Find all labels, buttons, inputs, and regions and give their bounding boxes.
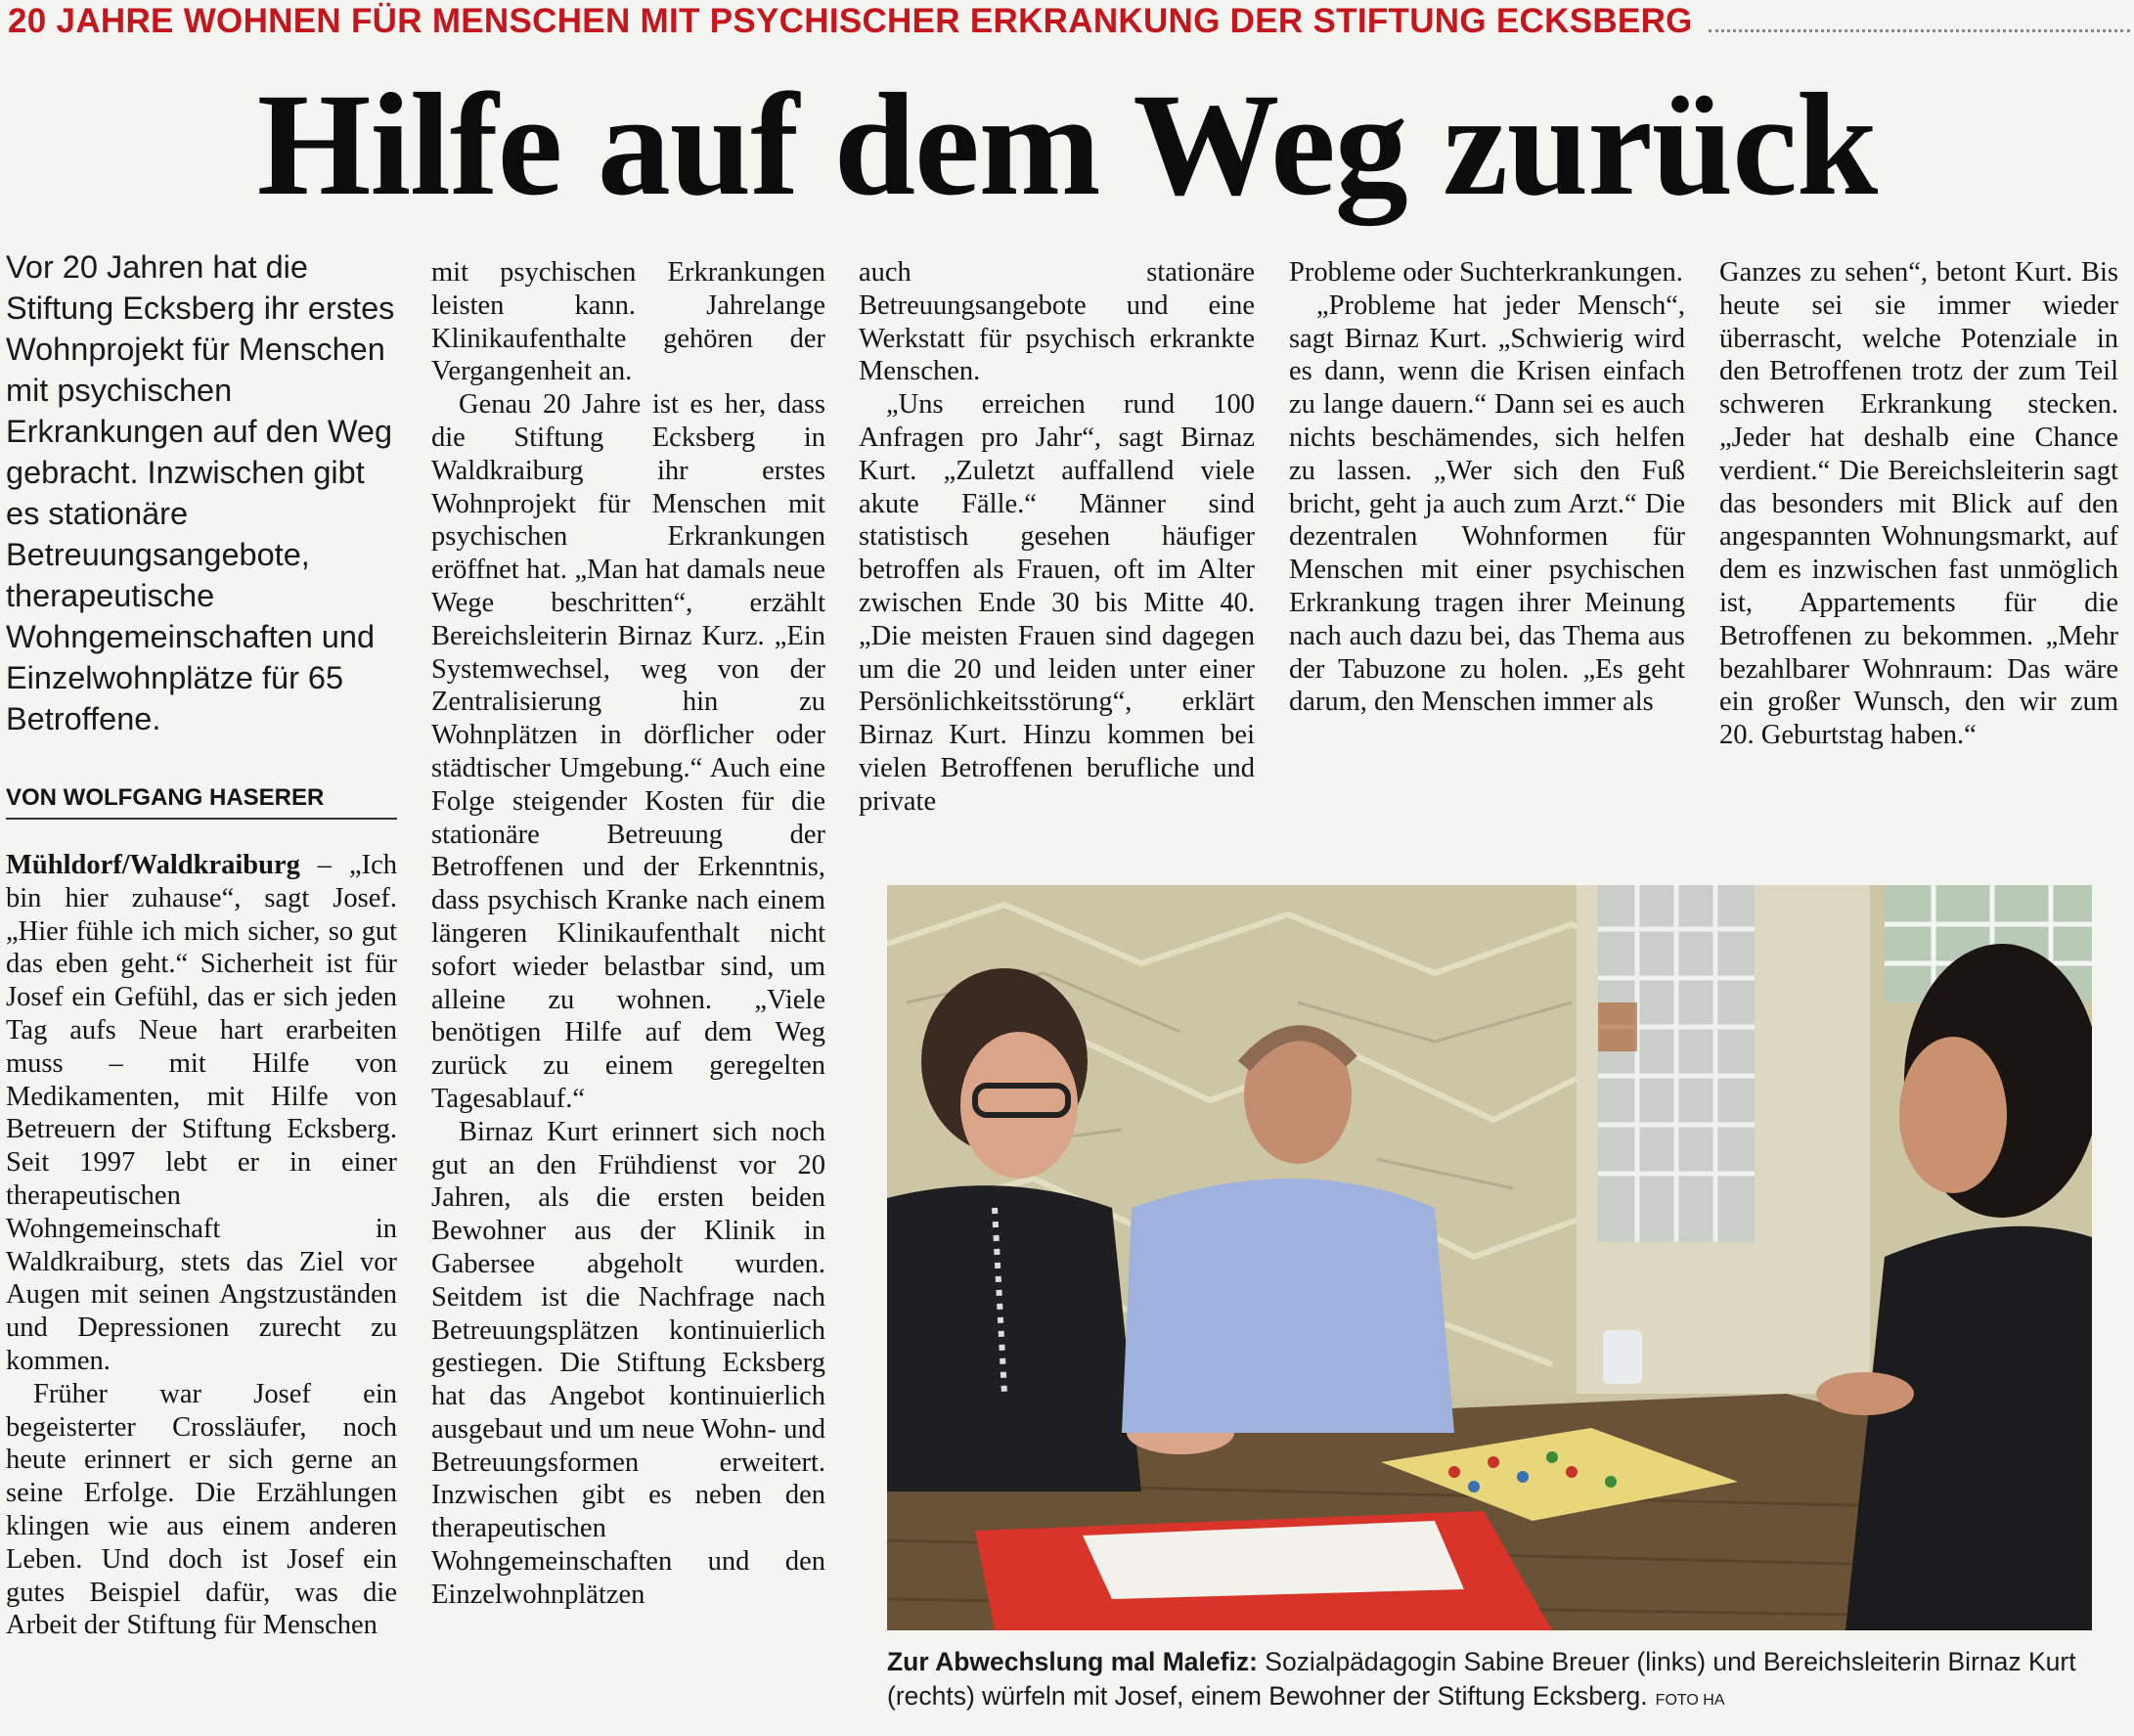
paragraph: mit psychischen Erkrankungen leisten kann. Jahrelange Klinikaufenthalte gehören der Vergangenheit an. xyxy=(431,257,825,387)
dateline: Mühldorf/Waldkraiburg xyxy=(6,850,300,880)
kicker-line xyxy=(8,0,2130,43)
paragraph: Probleme oder Suchterkrankungen. xyxy=(1289,257,1683,288)
column-3 xyxy=(859,256,1255,819)
kicker: 20 JAHRE WOHNEN FÜR MENSCHEN MIT PSYCHISCHER ERKRANKUNG DER STIFTUNG ECKSBERG xyxy=(8,2,1693,40)
teaser: Vor 20 Jahren hat die Stiftung Ecksberg ihr erstes Wohnprojekt für Menschen mit psychischen Erkrankungen auf den Weg gebracht. Inzwischen gibt es stationäre Betreuungsangebote, therapeutische Wohngemeinschaften und Einzelwohnplätze für 65 Betroffene. xyxy=(6,249,395,736)
paragraph: auch stationäre Betreuungsangebote und eine Werkstatt für psychisch erkrankte Menschen. xyxy=(859,257,1255,387)
kicker-dotted-rule xyxy=(1709,12,2130,32)
caption-heading: Zur Abwechslung mal Malefiz: xyxy=(887,1647,1258,1676)
photo-caption xyxy=(887,1645,2092,1717)
photo-illustration xyxy=(887,885,2092,1630)
headline: Hilfe auf dem Weg zurück xyxy=(256,64,1878,226)
paragraph-text: – „Ich bin hier zuhause“, sagt Josef. „Hier fühle ich mich sicher, so gut das eben geht.“ Sicherheit ist für Josef ein Gefühl, das er sich jeden Tag aufs Neue hart erarbeiten muss – mit Hilfe von Medikamenten, mit Hilfe von Betreuern der Stiftung Ecksberg. Seit 1997 lebt er in einer therapeutischen Wohngemeinschaft in Waldkraiburg, stets das Ziel vor Augen mit seinen Angstzuständen und Depressionen zurecht zu kommen. xyxy=(6,850,397,1376)
paragraph: Genau 20 Jahre ist es her, dass die Stiftung Ecksberg in Waldkraiburg ihr erstes Wohnprojekt für Menschen mit psychischen Erkrankungen eröffnet hat. „Man hat damals neue Wege beschritten“, erzählt Bereichsleiterin Birnaz Kurz. „Ein Systemwechsel, weg von der Zentralisierung hin zu Wohnplätzen in dörflicher oder städtischer Umgebung.“ Auch eine Folge steigender Kosten für die stationäre Betreuung der Betroffenen und der Erkenntnis, dass psychisch Kranke nach einem längeren Klinikaufenthalt nicht sofort wieder belastbar sind, um alleine zu wohnen. „Viele benötigen Hilfe auf dem Weg zurück zu einem geregelten Tagesablauf.“ xyxy=(431,389,825,1114)
paragraph: Birnaz Kurt erinnert sich noch gut an den Frühdienst vor 20 Jahren, als die ersten beiden Bewohner aus der Klinik in Gabersee abgeholt wurden. Seitdem ist die Nachfrage nach Betreuungsplätzen kontinuierlich gestiegen. Die Stiftung Ecksberg hat das Angebot kontinuierlich ausgebaut und um neue Wohn- und Betreuungsformen erweitert. Inzwischen gibt es neben den therapeutischen Wohngemeinschaften und den Einzelwohnplätzen xyxy=(431,1116,825,1610)
paragraph xyxy=(6,849,397,1378)
paragraph: Ganzes zu sehen“, betont Kurt. Bis heute sei sie immer wieder überrascht, welche Potenziale in den Betroffenen trotz der zum Teil schweren Erkrankung stecken. „Jeder hat deshalb eine Chance verdient.“ Die Bereichsleiterin sagt das besonders mit Blick auf den angespannten Wohnungsmarkt, auf dem es inzwischen fast unmöglich ist, Appartements für die Betroffenen zu bekommen. „Mehr bezahlbarer Wohnraum: Das wäre ein großer Wunsch, den wir zum 20. Geburtstag haben.“ xyxy=(1719,257,2118,751)
paragraph: „Uns erreichen rund 100 Anfragen pro Jahr“, sagt Birnaz Kurt. „Zuletzt auffallend viele akute Fälle.“ Männer sind statistisch gesehen häufiger betroffen als Frauen, oft im Alter zwischen Ende 30 bis Mitte 40. „Die meisten Frauen sind dagegen um die 20 und leiden unter einer Persönlichkeitsstörung“, erklärt Birnaz Kurt. Hinzu kommen bei vielen Betroffenen berufliche und private xyxy=(859,389,1255,817)
column-1 xyxy=(6,849,397,1642)
paragraph: „Probleme hat jeder Mensch“, sagt Birnaz Kurt. „Schwierig wird es dann, wenn die Krisen einfach zu lange dauern.“ Dann sei es auch nichts beschämendes, sich helfen zu lassen. „Wer sich den Fuß bricht, geht ja auch zum Arzt.“ Die dezentralen Wohnformen für Menschen mit einer psychischen Erkrankung tragen ihrer Meinung nach auch dazu bei, das Thema aus der Tabuzone zu holen. „Es geht darum, den Menschen immer als xyxy=(1289,289,1685,718)
photo-credit: FOTO HA xyxy=(1655,1692,1725,1709)
paragraph: Früher war Josef ein begeisterter Crossläufer, noch heute erinnert er sich gerne an seine Erfolge. Die Erzählungen klingen wie aus einem anderen Leben. Und doch ist Josef ein gutes Beispiel dafür, was die Arbeit der Stiftung für Menschen xyxy=(6,1378,397,1641)
caption-text: Sozialpädagogin Sabine Breuer (links) und Bereichsleiterin Birnaz Kurt (rechts) würfeln mit Josef, einem Bewohner der Stiftung Ecksberg. xyxy=(887,1647,2076,1711)
column-4 xyxy=(1289,256,1685,719)
column-5 xyxy=(1719,256,2118,752)
article-photo xyxy=(887,885,2092,1630)
column-2 xyxy=(431,256,825,1612)
byline: VON WOLFGANG HASERER xyxy=(6,784,397,820)
